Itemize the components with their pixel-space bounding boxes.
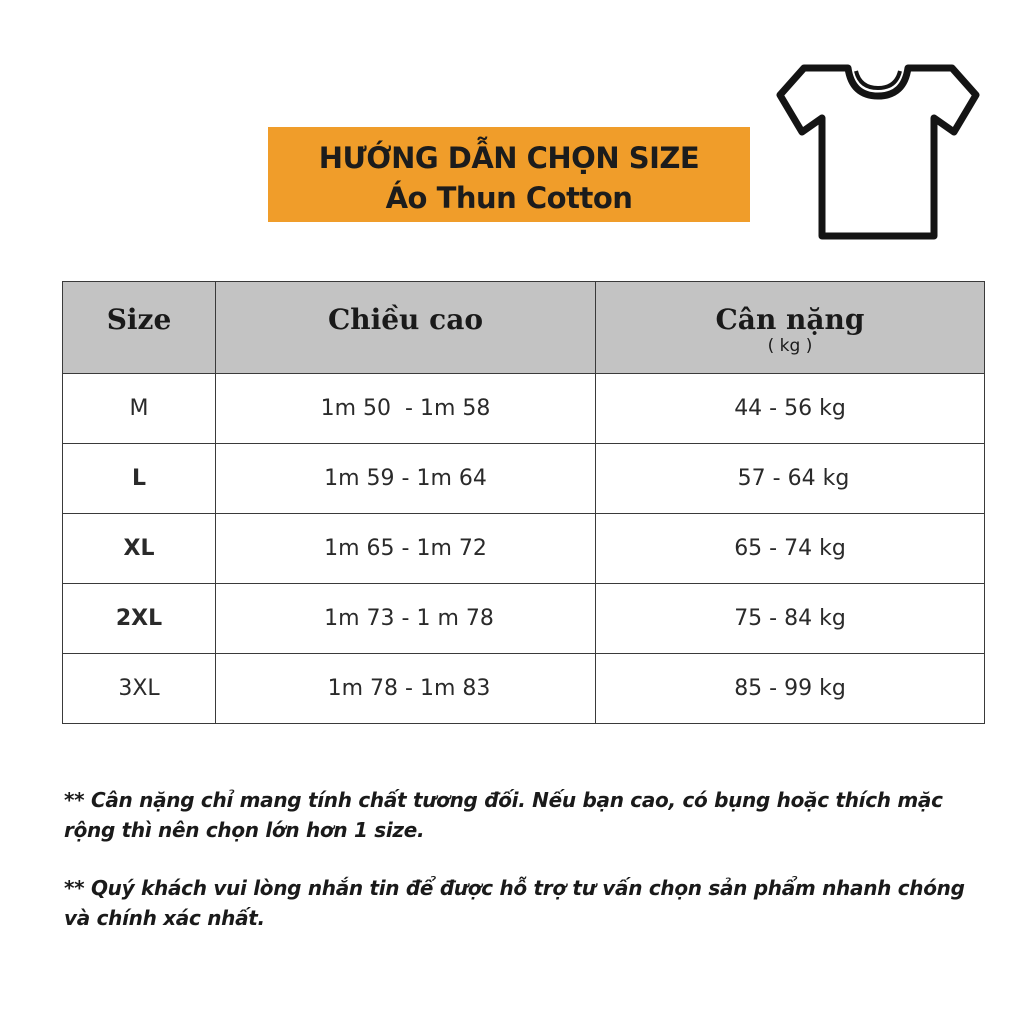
header-weight-label: Cân nặng: [715, 303, 865, 336]
size-chart-table: [62, 281, 984, 729]
table-row: [63, 374, 985, 444]
note-1-text: ** Cân nặng chỉ mang tính chất tương đối. Nếu bạn cao, có bụng hoặc thích mặc rộng thì nên chọn lớn hơn 1 size.: [64, 788, 943, 842]
notes-section: [64, 785, 984, 933]
note-2-text: ** Quý khách vui lòng nhắn tin để được hỗ trợ tư vấn chọn sản phẩm nhanh chóng và chính xác nhất.: [64, 876, 965, 930]
header-size: [63, 282, 216, 374]
size-cell: M: [63, 374, 216, 444]
height-cell: 1m 65 - 1m 72: [216, 514, 596, 584]
height-cell: 1m 73 - 1 m 78: [216, 584, 596, 654]
note-1: [64, 785, 984, 845]
table-row: [63, 584, 985, 654]
height-cell: 1m 59 - 1m 64: [216, 444, 596, 514]
tshirt-icon: [776, 60, 980, 242]
note-2: [64, 873, 984, 933]
table-row: [63, 444, 985, 514]
header-height-label: Chiều cao: [327, 303, 484, 336]
header-weight: [596, 282, 985, 374]
weight-cell: 57 - 64 kg: [596, 444, 985, 514]
weight-cell: 85 - 99 kg: [596, 654, 985, 724]
weight-cell: 44 - 56 kg: [596, 374, 985, 444]
header-weight-unit: ( kg ): [767, 336, 813, 356]
page-title: HƯỚNG DẪN CHỌN SIZE: [318, 141, 700, 175]
height-cell: 1m 78 - 1m 83: [216, 654, 596, 724]
weight-cell: 75 - 84 kg: [596, 584, 985, 654]
size-cell: XL: [63, 514, 216, 584]
table-row: [63, 654, 985, 724]
size-cell: L: [63, 444, 216, 514]
table-row: [63, 514, 985, 584]
table-header-row: [63, 282, 985, 374]
weight-cell: 65 - 74 kg: [596, 514, 985, 584]
title-banner: [268, 127, 750, 222]
size-cell: 3XL: [63, 654, 216, 724]
size-cell: 2XL: [63, 584, 216, 654]
header-height: [216, 282, 596, 374]
page-subtitle: Áo Thun Cotton: [385, 181, 633, 215]
header-size-label: Size: [106, 303, 172, 336]
height-cell: 1m 50 - 1m 58: [216, 374, 596, 444]
